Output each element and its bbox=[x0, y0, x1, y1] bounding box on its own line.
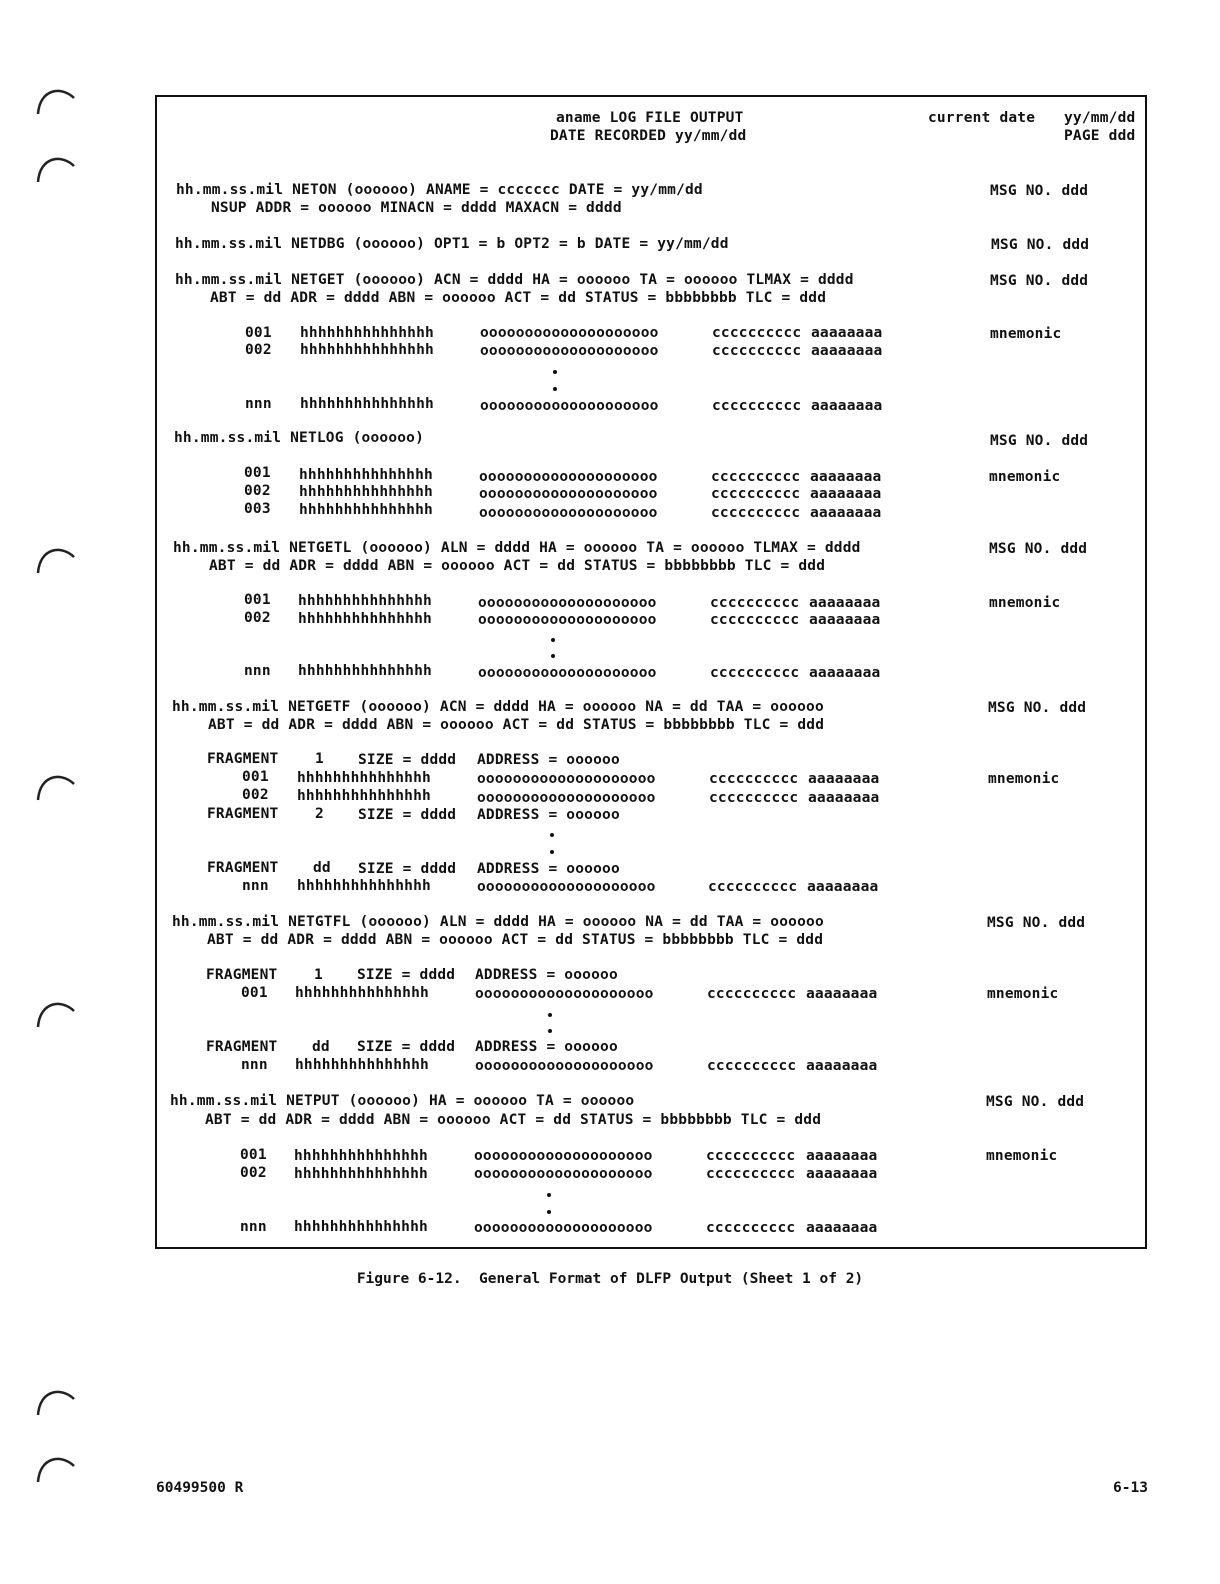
netput-line2: ABT = dd ADR = dddd ABN = oooooo ACT = dd STATUS = bbbbbbbb TLC = ddd bbox=[205, 1112, 822, 1128]
table-row-ascii: aaaaaaaa bbox=[806, 986, 878, 1002]
document-number: 60499500 R bbox=[156, 1480, 244, 1496]
fragment-number: dd bbox=[313, 860, 331, 876]
table-row-chars: cccccccccc bbox=[706, 1166, 796, 1182]
punch-hole-icon bbox=[34, 997, 76, 1039]
fragment-number: 1 bbox=[315, 751, 324, 767]
table-row-ascii: aaaaaaaa bbox=[806, 1058, 878, 1074]
table-row-ascii: aaaaaaaa bbox=[808, 771, 880, 787]
netgetl-msg: MSG NO. ddd bbox=[989, 541, 1088, 557]
page-number: 6-13 bbox=[1113, 1480, 1148, 1496]
table-row-ascii: aaaaaaaa bbox=[810, 486, 882, 502]
table-row-hex: hhhhhhhhhhhhhhh bbox=[300, 396, 434, 412]
netget-msg: MSG NO. ddd bbox=[990, 273, 1089, 289]
fragment-label: FRAGMENT bbox=[207, 751, 279, 767]
table-row-octal: oooooooooooooooooooo bbox=[480, 343, 659, 359]
fragment-label: FRAGMENT bbox=[206, 1039, 278, 1055]
table-row-hex: hhhhhhhhhhhhhhh bbox=[295, 1057, 429, 1073]
punch-hole-icon bbox=[34, 1452, 76, 1494]
table-row-ascii: aaaaaaaa bbox=[811, 343, 883, 359]
table-row: 002 bbox=[244, 483, 271, 499]
table-row-note: mnemonic bbox=[988, 771, 1060, 787]
table-row-octal: oooooooooooooooooooo bbox=[478, 665, 657, 681]
netgtfl-msg: MSG NO. ddd bbox=[987, 915, 1086, 931]
fragment-number: 1 bbox=[314, 967, 323, 983]
table-row-octal: oooooooooooooooooooo bbox=[478, 612, 657, 628]
ellipsis-dot bbox=[553, 370, 557, 374]
table-row-chars: cccccccccc bbox=[709, 790, 799, 806]
table-row-hex: hhhhhhhhhhhhhhh bbox=[297, 788, 431, 804]
table-row: 001 bbox=[244, 592, 271, 608]
table-row-hex: hhhhhhhhhhhhhhh bbox=[294, 1166, 428, 1182]
table-row-chars: cccccccccc bbox=[709, 771, 799, 787]
table-row: 001 bbox=[244, 465, 271, 481]
table-row-chars: cccccccccc bbox=[706, 1220, 796, 1236]
table-row: 001 bbox=[240, 1147, 267, 1163]
netgtfl-line1: hh.mm.ss.mil NETGTFL (oooooo) ALN = dddd HA = oooooo NA = dd TAA = oooooo bbox=[172, 914, 824, 930]
table-row-hex: hhhhhhhhhhhhhhh bbox=[298, 593, 432, 609]
table-row-note: mnemonic bbox=[989, 469, 1061, 485]
fragment-address: ADDRESS = oooooo bbox=[475, 1039, 618, 1055]
netget-line2: ABT = dd ADR = dddd ABN = oooooo ACT = dd STATUS = bbbbbbbb TLC = ddd bbox=[210, 290, 827, 306]
table-row-note: mnemonic bbox=[986, 1148, 1058, 1164]
table-row-octal: oooooooooooooooooooo bbox=[474, 1166, 653, 1182]
netgetl-line2: ABT = dd ADR = dddd ABN = oooooo ACT = dd STATUS = bbbbbbbb TLC = ddd bbox=[209, 558, 826, 574]
fragment-label: FRAGMENT bbox=[206, 967, 278, 983]
table-row-ascii: aaaaaaaa bbox=[806, 1148, 878, 1164]
table-row-octal: oooooooooooooooooooo bbox=[479, 505, 658, 521]
table-row: 001 bbox=[245, 325, 272, 341]
table-row-note: mnemonic bbox=[987, 986, 1059, 1002]
netgetf-line1: hh.mm.ss.mil NETGETF (oooooo) ACN = dddd HA = oooooo NA = dd TAA = oooooo bbox=[172, 699, 824, 715]
table-row-hex: hhhhhhhhhhhhhhh bbox=[298, 611, 432, 627]
netgetf-line2: ABT = dd ADR = dddd ABN = oooooo ACT = dd STATUS = bbbbbbbb TLC = ddd bbox=[208, 717, 825, 733]
table-row-note: mnemonic bbox=[989, 595, 1061, 611]
punch-hole-icon bbox=[34, 152, 76, 194]
table-row-octal: oooooooooooooooooooo bbox=[474, 1148, 653, 1164]
fragment-address: ADDRESS = oooooo bbox=[477, 861, 620, 877]
table-row-octal: oooooooooooooooooooo bbox=[474, 1220, 653, 1236]
table-row: 001 bbox=[241, 985, 268, 1001]
page-number-field: PAGE ddd bbox=[1064, 128, 1136, 144]
table-row-hex: hhhhhhhhhhhhhhh bbox=[300, 325, 434, 341]
table-row: nnn bbox=[240, 1219, 267, 1235]
fragment-size: SIZE = dddd bbox=[357, 967, 456, 983]
table-row-chars: cccccccccc bbox=[710, 612, 800, 628]
table-row-hex: hhhhhhhhhhhhhhh bbox=[294, 1148, 428, 1164]
netget-line1: hh.mm.ss.mil NETGET (oooooo) ACN = dddd HA = oooooo TA = oooooo TLMAX = dddd bbox=[175, 272, 854, 288]
figure-caption: Figure 6-12. General Format of DLFP Output (Sheet 1 of 2) bbox=[356, 1271, 864, 1287]
fragment-size: SIZE = dddd bbox=[358, 807, 457, 823]
neton-msg: MSG NO. ddd bbox=[990, 183, 1089, 199]
punch-hole-icon bbox=[34, 84, 76, 126]
fragment-number: dd bbox=[312, 1039, 330, 1055]
table-row-hex: hhhhhhhhhhhhhhh bbox=[297, 770, 431, 786]
netgetf-msg: MSG NO. ddd bbox=[988, 700, 1087, 716]
netdbg-msg: MSG NO. ddd bbox=[991, 237, 1090, 253]
table-row-chars: cccccccccc bbox=[707, 1058, 797, 1074]
table-row-hex: hhhhhhhhhhhhhhh bbox=[294, 1219, 428, 1235]
table-row-chars: cccccccccc bbox=[707, 986, 797, 1002]
table-row: 002 bbox=[240, 1165, 267, 1181]
table-row-ascii: aaaaaaaa bbox=[811, 398, 883, 414]
table-row-chars: cccccccccc bbox=[712, 325, 802, 341]
table-row-chars: cccccccccc bbox=[710, 595, 800, 611]
ellipsis-dot bbox=[551, 638, 555, 642]
table-row-ascii: aaaaaaaa bbox=[807, 879, 879, 895]
punch-hole-icon bbox=[34, 1385, 76, 1427]
punch-hole-icon bbox=[34, 770, 76, 812]
fragment-label: FRAGMENT bbox=[207, 806, 279, 822]
netput-msg: MSG NO. ddd bbox=[986, 1094, 1085, 1110]
table-row-ascii: aaaaaaaa bbox=[809, 612, 881, 628]
table-row-hex: hhhhhhhhhhhhhhh bbox=[300, 342, 434, 358]
table-row-ascii: aaaaaaaa bbox=[810, 469, 882, 485]
netlog-msg: MSG NO. ddd bbox=[990, 433, 1089, 449]
current-date-label: current date bbox=[928, 110, 1036, 126]
table-row-hex: hhhhhhhhhhhhhhh bbox=[299, 484, 433, 500]
table-row-octal: oooooooooooooooooooo bbox=[475, 1058, 654, 1074]
table-row-chars: cccccccccc bbox=[712, 398, 802, 414]
table-row-octal: oooooooooooooooooooo bbox=[478, 595, 657, 611]
ellipsis-dot bbox=[548, 1013, 552, 1017]
ellipsis-dot bbox=[547, 1193, 551, 1197]
table-row-ascii: aaaaaaaa bbox=[808, 790, 880, 806]
table-row: 001 bbox=[242, 769, 269, 785]
ellipsis-dot bbox=[550, 833, 554, 837]
table-row-chars: cccccccccc bbox=[711, 505, 801, 521]
ellipsis-dot bbox=[553, 387, 557, 391]
table-row-hex: hhhhhhhhhhhhhhh bbox=[299, 502, 433, 518]
table-row-octal: oooooooooooooooooooo bbox=[475, 986, 654, 1002]
table-row-hex: hhhhhhhhhhhhhhh bbox=[298, 663, 432, 679]
table-row-octal: oooooooooooooooooooo bbox=[477, 790, 656, 806]
table-row-ascii: aaaaaaaa bbox=[809, 665, 881, 681]
punch-hole-icon bbox=[34, 543, 76, 585]
fragment-size: SIZE = dddd bbox=[357, 1039, 456, 1055]
table-row-ascii: aaaaaaaa bbox=[811, 325, 883, 341]
table-row-hex: hhhhhhhhhhhhhhh bbox=[297, 878, 431, 894]
table-row: 002 bbox=[242, 787, 269, 803]
table-row-ascii: aaaaaaaa bbox=[809, 595, 881, 611]
fragment-address: ADDRESS = oooooo bbox=[475, 967, 618, 983]
ellipsis-dot bbox=[547, 1210, 551, 1214]
table-row-octal: oooooooooooooooooooo bbox=[480, 398, 659, 414]
ellipsis-dot bbox=[551, 654, 555, 658]
ellipsis-dot bbox=[550, 850, 554, 854]
netput-line1: hh.mm.ss.mil NETPUT (oooooo) HA = oooooo TA = oooooo bbox=[170, 1093, 635, 1109]
table-row-octal: oooooooooooooooooooo bbox=[480, 325, 659, 341]
table-row-octal: oooooooooooooooooooo bbox=[477, 771, 656, 787]
fragment-label: FRAGMENT bbox=[207, 860, 279, 876]
netgetl-line1: hh.mm.ss.mil NETGETL (oooooo) ALN = dddd HA = oooooo TA = oooooo TLMAX = dddd bbox=[173, 540, 861, 556]
date-recorded: DATE RECORDED yy/mm/dd bbox=[550, 128, 747, 144]
table-row-chars: cccccccccc bbox=[710, 665, 800, 681]
fragment-number: 2 bbox=[315, 806, 324, 822]
fragment-size: SIZE = dddd bbox=[358, 861, 457, 877]
fragment-address: ADDRESS = oooooo bbox=[477, 752, 620, 768]
table-row: nnn bbox=[244, 663, 271, 679]
table-row-hex: hhhhhhhhhhhhhhh bbox=[295, 985, 429, 1001]
netlog-line1: hh.mm.ss.mil NETLOG (oooooo) bbox=[174, 430, 425, 446]
table-row: nnn bbox=[245, 396, 272, 412]
table-row-chars: cccccccccc bbox=[706, 1148, 796, 1164]
fragment-address: ADDRESS = oooooo bbox=[477, 807, 620, 823]
netgtfl-line2: ABT = dd ADR = dddd ABN = oooooo ACT = dd STATUS = bbbbbbbb TLC = ddd bbox=[207, 932, 824, 948]
ellipsis-dot bbox=[548, 1029, 552, 1033]
table-row-ascii: aaaaaaaa bbox=[806, 1220, 878, 1236]
table-row-chars: cccccccccc bbox=[708, 879, 798, 895]
table-row-note: mnemonic bbox=[990, 326, 1062, 342]
table-row-hex: hhhhhhhhhhhhhhh bbox=[299, 467, 433, 483]
fragment-size: SIZE = dddd bbox=[358, 752, 457, 768]
table-row-octal: oooooooooooooooooooo bbox=[479, 469, 658, 485]
table-row: nnn bbox=[242, 878, 269, 894]
current-date-value: yy/mm/dd bbox=[1064, 110, 1136, 126]
table-row-octal: oooooooooooooooooooo bbox=[479, 486, 658, 502]
table-row-chars: cccccccccc bbox=[711, 469, 801, 485]
table-row: 002 bbox=[245, 342, 272, 358]
table-row: 003 bbox=[244, 501, 271, 517]
netdbg-line1: hh.mm.ss.mil NETDBG (oooooo) OPT1 = b OPT2 = b DATE = yy/mm/dd bbox=[175, 236, 729, 252]
table-row-octal: oooooooooooooooooooo bbox=[477, 879, 656, 895]
neton-line2: NSUP ADDR = oooooo MINACN = dddd MAXACN = dddd bbox=[211, 200, 622, 216]
table-row-chars: cccccccccc bbox=[711, 486, 801, 502]
neton-line1: hh.mm.ss.mil NETON (oooooo) ANAME = ccccccc DATE = yy/mm/dd bbox=[176, 182, 703, 198]
table-row-ascii: aaaaaaaa bbox=[810, 505, 882, 521]
table-row: nnn bbox=[241, 1057, 268, 1073]
table-row-chars: cccccccccc bbox=[712, 343, 802, 359]
table-row: 002 bbox=[244, 610, 271, 626]
log-title: aname LOG FILE OUTPUT bbox=[556, 110, 744, 126]
table-row-ascii: aaaaaaaa bbox=[806, 1166, 878, 1182]
